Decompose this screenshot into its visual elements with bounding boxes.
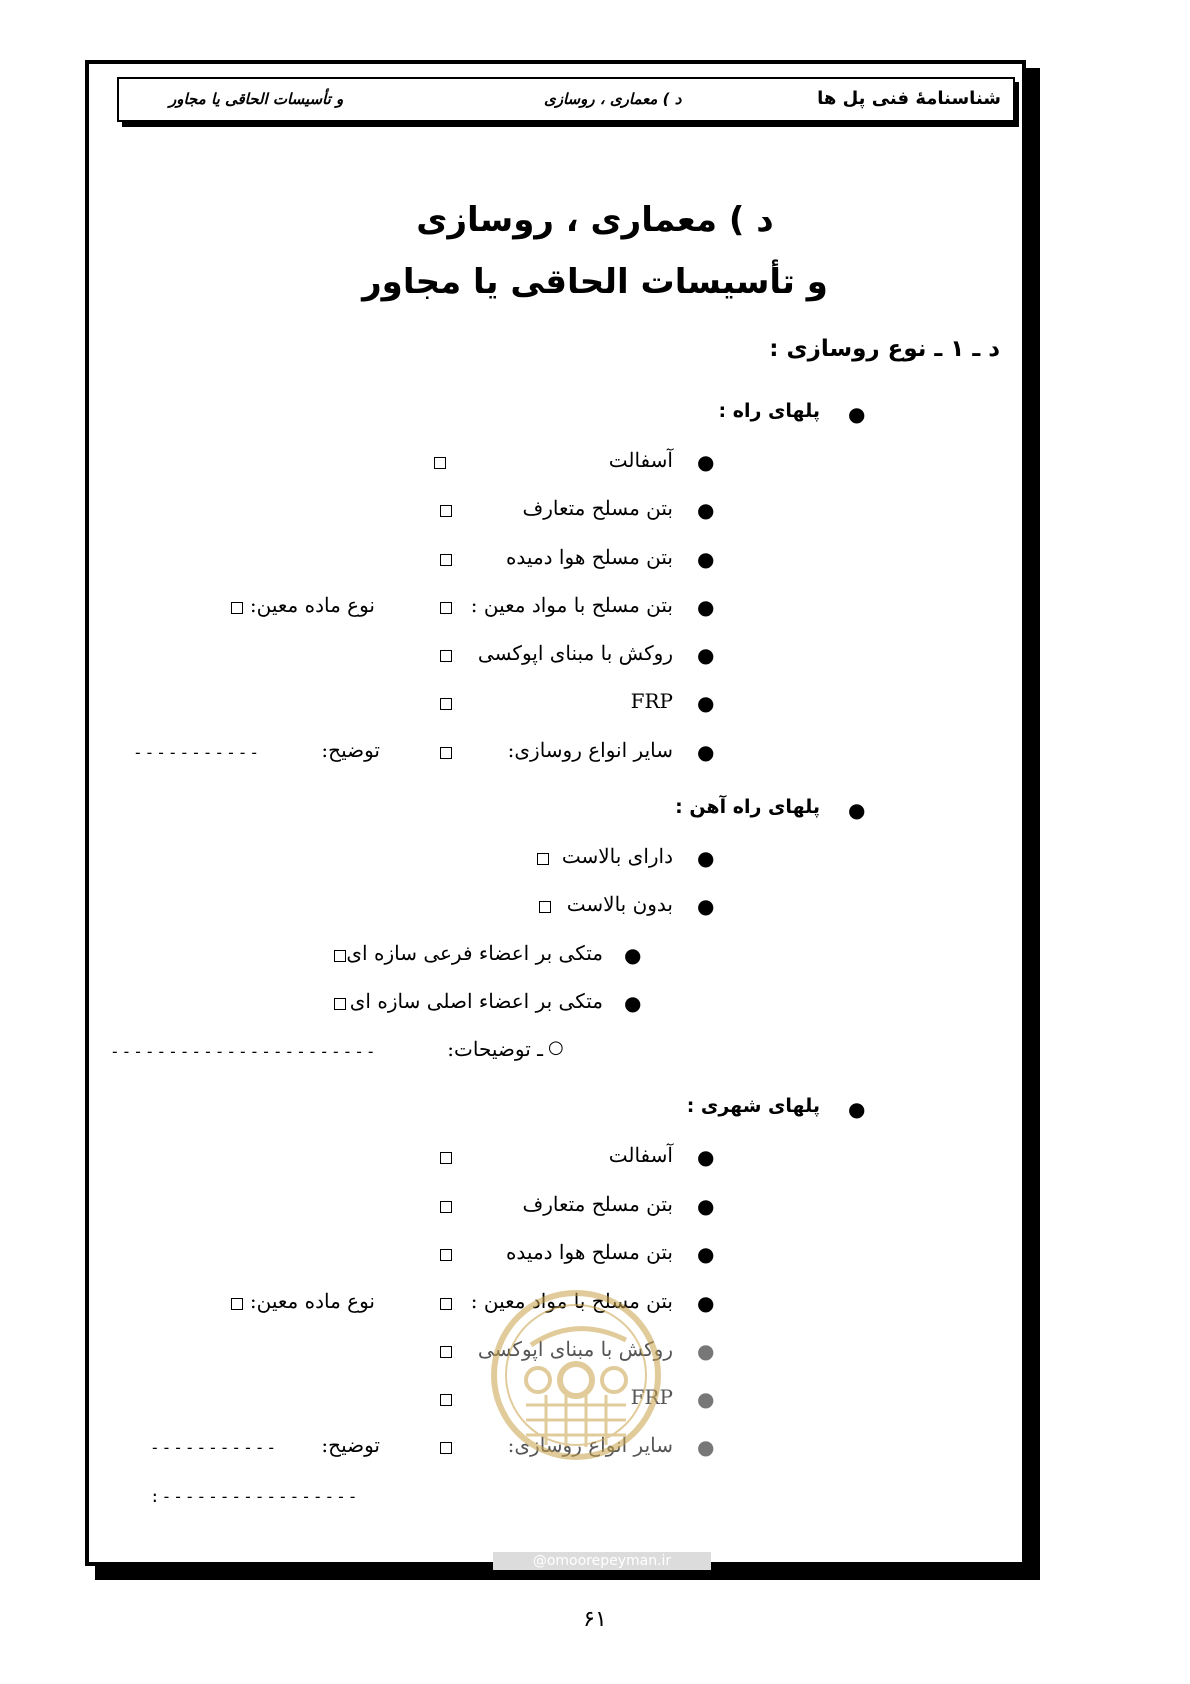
bullet-icon: ● <box>697 894 715 918</box>
running-header <box>117 77 1015 122</box>
rail-notes-label: ـ توضیحات: <box>447 1037 543 1061</box>
bullet-icon: ● <box>697 1145 715 1169</box>
city-item-epoxy-overlay: روکش با مبنای اپوکسی <box>477 1337 673 1361</box>
watermark-url: @omoorepeyman.ir <box>493 1552 711 1570</box>
road-bridges-heading: پلهای راه : <box>718 400 820 422</box>
road-frp-checkbox[interactable] <box>440 698 452 710</box>
road-item-concrete-with-materials: بتن مسلح با مواد معین : <box>470 593 673 617</box>
city-trailing-blank: :----------------- <box>150 1487 360 1506</box>
bullet-icon: ● <box>697 740 715 764</box>
bullet-icon: ● <box>848 798 866 822</box>
city-frp-checkbox[interactable] <box>440 1394 452 1406</box>
bullet-icon: ● <box>697 1339 715 1363</box>
city-item-air-entrained-concrete: بتن مسلح هوا دمیده <box>505 1240 673 1264</box>
road-conventional-concrete-checkbox[interactable] <box>440 505 452 517</box>
road-material-type-label: نوع ماده معین: <box>249 593 375 617</box>
road-material-type-checkbox[interactable] <box>231 602 243 614</box>
city-description-blank: ----------- <box>150 1438 278 1457</box>
rail-ballast-checkbox[interactable] <box>537 853 549 865</box>
city-item-conventional-concrete: بتن مسلح متعارف <box>522 1192 673 1216</box>
watermark-logo-icon <box>486 1285 666 1465</box>
bullet-icon: ● <box>624 991 642 1015</box>
city-epoxy-checkbox[interactable] <box>440 1346 452 1358</box>
city-item-frp: FRP <box>630 1385 673 1409</box>
bullet-icon: ● <box>697 595 715 619</box>
bullet-icon: ● <box>697 450 715 474</box>
city-concrete-materials-checkbox[interactable] <box>440 1298 452 1310</box>
rail-secondary-members-checkbox[interactable] <box>334 950 346 962</box>
bullet-icon: ● <box>697 1242 715 1266</box>
city-asphalt-checkbox[interactable] <box>440 1152 452 1164</box>
city-item-asphalt: آسفالت <box>608 1143 673 1167</box>
bullet-icon: ● <box>697 498 715 522</box>
rail-subitem-secondary-members: متکی بر اعضاء فرعی سازه ای <box>346 941 603 965</box>
city-material-type-label: نوع ماده معین: <box>249 1289 375 1313</box>
city-other-checkbox[interactable] <box>440 1442 452 1454</box>
city-material-type-checkbox[interactable] <box>231 1298 243 1310</box>
page-number: ۶۱ <box>583 1607 607 1632</box>
road-asphalt-checkbox[interactable] <box>434 457 446 469</box>
header-chapter-part1: د ) معماری ، روسازی <box>544 90 682 108</box>
road-item-epoxy-overlay: روکش با مبنای اپوکسی <box>477 641 673 665</box>
road-item-conventional-concrete: بتن مسلح متعارف <box>522 496 673 520</box>
rail-no-ballast-checkbox[interactable] <box>539 901 551 913</box>
city-air-entrained-checkbox[interactable] <box>440 1249 452 1261</box>
bullet-icon: ● <box>624 943 642 967</box>
bullet-icon: ● <box>697 1291 715 1315</box>
header-book-title: شناسنامهٔ فنی پل ها <box>817 88 1001 109</box>
bullet-icon: ● <box>848 1097 866 1121</box>
city-bridges-heading: پلهای شهری : <box>686 1095 820 1117</box>
rail-item-with-ballast: دارای بالاست <box>561 844 673 868</box>
bullet-icon: ● <box>697 846 715 870</box>
city-item-other: سایر انواع روسازی: <box>507 1433 673 1457</box>
road-item-frp: FRP <box>630 689 673 713</box>
road-other-checkbox[interactable] <box>440 747 452 759</box>
bullet-icon: ● <box>697 547 715 571</box>
road-item-air-entrained-concrete: بتن مسلح هوا دمیده <box>505 545 673 569</box>
bullet-icon: ● <box>848 402 866 426</box>
bullet-icon: ● <box>697 1194 715 1218</box>
rail-item-without-ballast: بدون بالاست <box>566 892 673 916</box>
bullet-icon: ● <box>697 1435 715 1459</box>
rail-main-members-checkbox[interactable] <box>334 998 346 1010</box>
rail-subitem-main-members: متکی بر اعضاء اصلی سازه ای <box>349 989 603 1013</box>
bullet-icon: ● <box>697 643 715 667</box>
bullet-icon: ● <box>697 1387 715 1411</box>
road-air-entrained-checkbox[interactable] <box>440 554 452 566</box>
city-conventional-concrete-checkbox[interactable] <box>440 1201 452 1213</box>
city-description-label: توضیح: <box>321 1433 380 1457</box>
circle-bullet-icon: ○ <box>548 1037 564 1058</box>
section-heading: د ـ ۱ ـ نوع روسازی : <box>769 336 1000 362</box>
road-description-label: توضیح: <box>321 738 380 762</box>
header-chapter-part2: و تأسیسات الحاقی یا مجاور <box>169 90 344 108</box>
bullet-icon: ● <box>697 691 715 715</box>
road-item-asphalt: آسفالت <box>608 448 673 472</box>
rail-bridges-heading: پلهای راه آهن : <box>675 796 820 818</box>
road-concrete-materials-checkbox[interactable] <box>440 602 452 614</box>
chapter-title-line2: و تأسیسات الحاقی یا مجاور <box>362 262 828 302</box>
road-description-blank: ----------- <box>133 743 261 762</box>
chapter-title-line1: د ) معماری ، روسازی <box>416 200 774 240</box>
road-epoxy-checkbox[interactable] <box>440 650 452 662</box>
city-item-concrete-with-materials: بتن مسلح با مواد معین : <box>470 1289 673 1313</box>
road-item-other: سایر انواع روسازی: <box>507 738 673 762</box>
rail-notes-blank: ----------------------- <box>110 1042 378 1061</box>
